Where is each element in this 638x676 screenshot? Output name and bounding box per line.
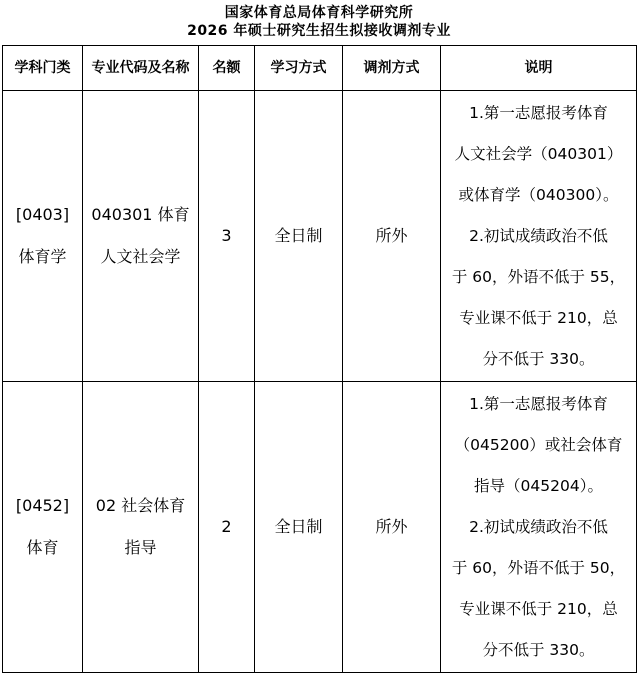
note-line: 于 60，外语不低于 50， bbox=[451, 558, 626, 577]
note-line: 专业课不低于 210，总 bbox=[459, 308, 618, 327]
title-line-1: 国家体育总局体育科学研究所 bbox=[224, 5, 414, 21]
category-code: [0403] bbox=[15, 205, 70, 224]
major-line: 02 社会体育 bbox=[95, 496, 186, 515]
notes-cell bbox=[441, 382, 637, 673]
quota-cell: 2 bbox=[199, 382, 255, 673]
major-line: 指导 bbox=[124, 538, 157, 557]
note-line: 或体育学（040300）。 bbox=[458, 185, 619, 204]
note-line: 2.初试成绩政治不低 bbox=[469, 517, 608, 536]
note-line: 1.第一志愿报考体育 bbox=[469, 394, 608, 413]
adjustment-table bbox=[2, 45, 637, 673]
major-cell bbox=[83, 91, 199, 382]
header-notes: 说明 bbox=[441, 46, 637, 91]
note-line: 专业课不低于 210，总 bbox=[459, 599, 618, 618]
study-mode-cell: 全日制 bbox=[255, 382, 343, 673]
study-mode-cell: 全日制 bbox=[255, 91, 343, 382]
adjust-mode-cell: 所外 bbox=[343, 382, 441, 673]
header-study-mode: 学习方式 bbox=[255, 46, 343, 91]
header-row bbox=[3, 46, 637, 91]
note-line: （045200）或社会体育 bbox=[454, 435, 623, 454]
header-adjust-mode: 调剂方式 bbox=[343, 46, 441, 91]
adjust-mode-cell: 所外 bbox=[343, 91, 441, 382]
note-line: 于 60，外语不低于 55， bbox=[451, 267, 626, 286]
note-line: 2.初试成绩政治不低 bbox=[469, 226, 608, 245]
major-line: 人文社会学 bbox=[100, 247, 181, 266]
note-line: 人文社会学（040301） bbox=[454, 144, 623, 163]
document-title bbox=[0, 0, 638, 40]
category-code: [0452] bbox=[15, 496, 70, 515]
quota-cell: 3 bbox=[199, 91, 255, 382]
category-cell bbox=[3, 382, 83, 673]
category-name: 体育学 bbox=[18, 247, 67, 266]
title-line-2: 2026 年硕士研究生招生拟接收调剂专业 bbox=[187, 23, 451, 39]
note-line: 1.第一志愿报考体育 bbox=[469, 103, 608, 122]
table-row bbox=[3, 91, 637, 382]
header-major: 专业代码及名称 bbox=[83, 46, 199, 91]
major-line: 040301 体育 bbox=[91, 205, 190, 224]
header-quota: 名额 bbox=[199, 46, 255, 91]
notes-cell bbox=[441, 91, 637, 382]
header-category: 学科门类 bbox=[3, 46, 83, 91]
note-line: 分不低于 330。 bbox=[482, 640, 595, 659]
table-row bbox=[3, 382, 637, 673]
note-line: 指导（045204）。 bbox=[474, 476, 603, 495]
category-cell bbox=[3, 91, 83, 382]
note-line: 分不低于 330。 bbox=[482, 349, 595, 368]
major-cell bbox=[83, 382, 199, 673]
category-name: 体育 bbox=[26, 538, 59, 557]
